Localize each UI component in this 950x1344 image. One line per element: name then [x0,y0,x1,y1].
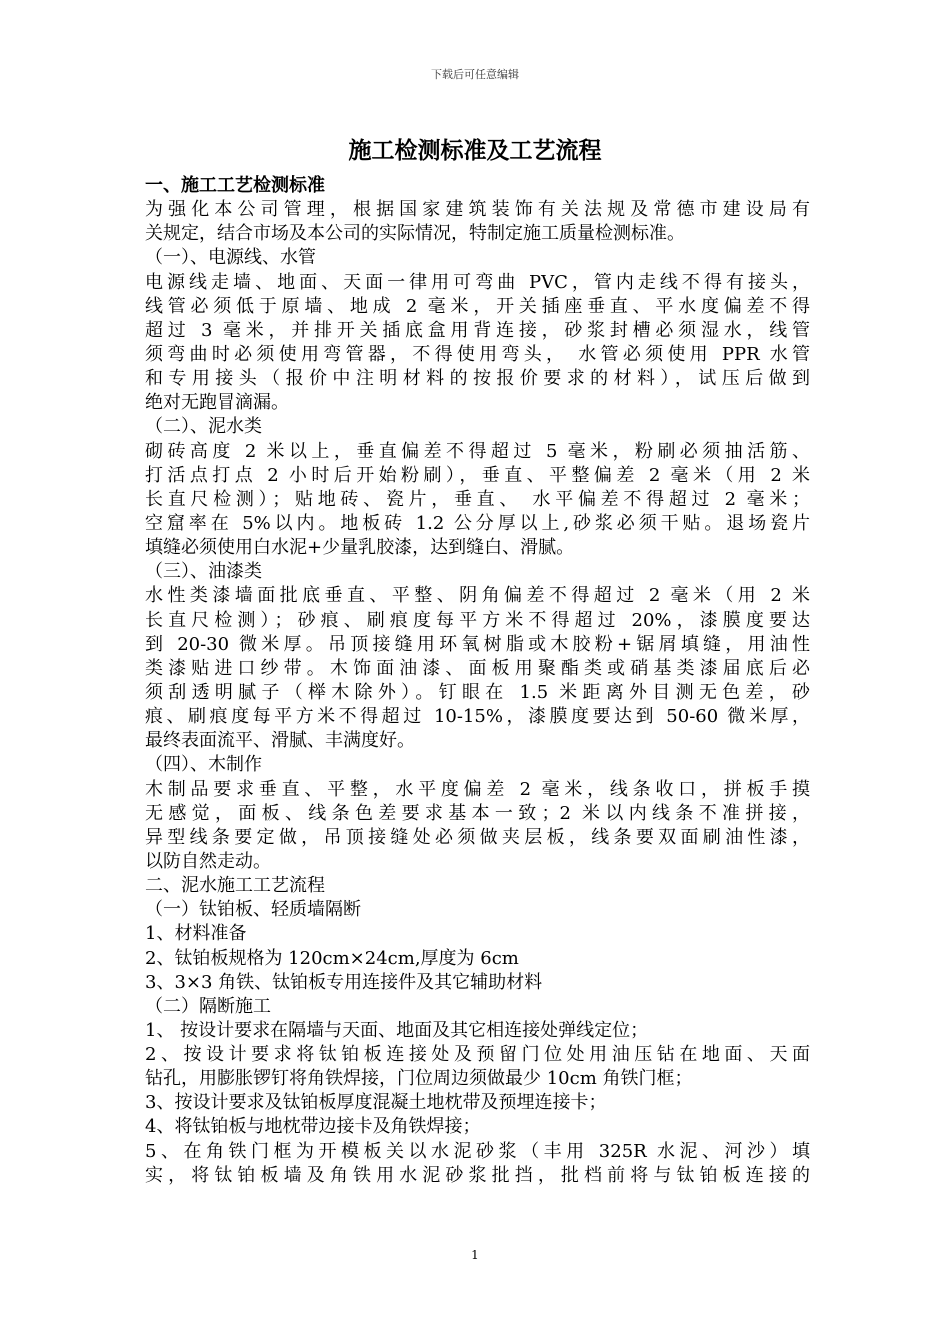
text-line: 填缝必须使用白水泥+少量乳胶漆，达到缝白、滑腻。 [145,537,575,559]
text-line: 实，将钛铂板墙及角铁用水泥砂浆批挡，批档前将与钛铂板连接的 [145,1164,810,1186]
page-title: 施工检测标准及工艺流程 [348,138,602,164]
text-line: 打活点打点 2 小时后开始粉刷），垂直、平整偏差 2 毫米（用 2 米 [145,464,810,486]
text-line: （一）、电源线、水管 [145,247,316,269]
text-line: 以防自然走动。 [145,850,271,872]
text-line: 5、在角铁门框为开模板关以水泥砂浆（丰用 325R 水泥、河沙）填 [145,1140,810,1162]
text-line: 空窟率在 5%以内。地板砖 1.2 公分厚以上,砂浆必须干贴。退场瓷片 [145,512,810,534]
text-line: 长直尺检测）；砂痕、刷痕度每平方米不得超过 20%，漆膜度要达 [145,609,810,631]
text-line: （四）、木制作 [145,754,262,776]
text-line: 4、将钛铂板与地枕带边接卡及角铁焊接； [145,1116,481,1138]
page-number: 1 [471,1248,479,1262]
text-line: 最终表面流平、滑腻、丰满度好。 [145,730,415,752]
text-line: 1、 按设计要求在隔墙与天面、地面及其它相连接处弹线定位； [145,1019,649,1041]
header-note: 下载后可任意编辑 [431,68,519,81]
text-line: 钻孔，用膨胀锣钉将角铁焊接，门位周边须做最少 10cm 角铁门框； [145,1068,693,1090]
text-line: 3、3×3 角铁、钛铂板专用连接件及其它辅助材料 [145,971,543,993]
document-body [145,174,810,1188]
text-line: 长直尺检测）；贴地砖、瓷片，垂直、 水平偏差不得超过 2 毫米； [145,488,810,510]
text-line: 异型线条要定做，吊顶接缝处必须做夹层板，线条要双面刷油性漆， [145,826,810,848]
text-line: （二）隔断施工 [145,995,271,1017]
text-line: （一）钛铂板、轻质墙隔断 [145,899,361,921]
text-line: （三）、油漆类 [145,561,262,583]
text-line: 电源线走墙、地面、天面一律用可弯曲 PVC，管内走线不得有接头， [145,271,810,293]
text-line: 到 20-30 微米厚。吊顶接缝用环氧树脂或木胶粉+锯屑填缝，用油性 [145,633,810,655]
text-line: 水性类漆墙面批底垂直、平整、阴角偏差不得超过 2 毫米（用 2 米 [145,585,810,607]
text-line: 1、材料准备 [145,923,247,945]
text-line: 和专用接头（报价中注明材料的按报价要求的材料），试压后做到 [145,368,810,390]
text-line: 2、按设计要求将钛铂板连接处及预留门位处用油压钻在地面、天面 [145,1044,810,1066]
text-line: 类漆贴进口纱带。木饰面油漆、面板用聚酯类或硝基类漆届底后必 [145,657,810,679]
text-line: 砌砖高度 2 米以上，垂直偏差不得超过 5 毫米，粉刷必须抽活筋、 [145,440,810,462]
text-line: 无感觉，面板、线条色差要求基本一致；2 米以内线条不准拼接， [145,802,810,824]
text-line: 绝对无跑冒滴漏。 [145,392,289,414]
text-line: 为强化本公司管理，根据国家建筑装饰有关法规及常德市建设局有 [145,199,810,221]
text-line: 3、按设计要求及钛铂板厚度混凝土地枕带及预埋连接卡； [145,1092,607,1114]
text-line: 2、钛铂板规格为 120cm×24cm,厚度为 6cm [145,947,519,969]
text-line: 须弯曲时必须使用弯管器，不得使用弯头， 水管必须使用 PPR 水管 [145,343,810,365]
text-line: 痕、刷痕度每平方米不得超过 10-15%，漆膜度要达到 50-60 微米厚， [145,706,810,728]
text-line: 二、泥水施工工艺流程 [145,875,325,897]
text-line: 须刮透明腻子（榉木除外）。钉眼在 1.5 米距离外目测无色差，砂 [145,681,810,703]
text-line: 线管必须低于原墙、地成 2 毫米，开关插座垂直、平水度偏差不得 [145,295,810,317]
text-line: 一、施工工艺检测标准 [145,175,325,196]
text-line: （二）、泥水类 [145,416,262,438]
text-line: 木制品要求垂直、平整，水平度偏差 2 毫米，线条收口，拼板手摸 [145,778,810,800]
text-line: 超过 3 毫米，并排开关插底盒用背连接，砂浆封槽必须湿水，线管 [145,319,810,341]
text-line: 关规定，结合市场及本公司的实际情况，特制定施工质量检测标准。 [145,223,685,245]
